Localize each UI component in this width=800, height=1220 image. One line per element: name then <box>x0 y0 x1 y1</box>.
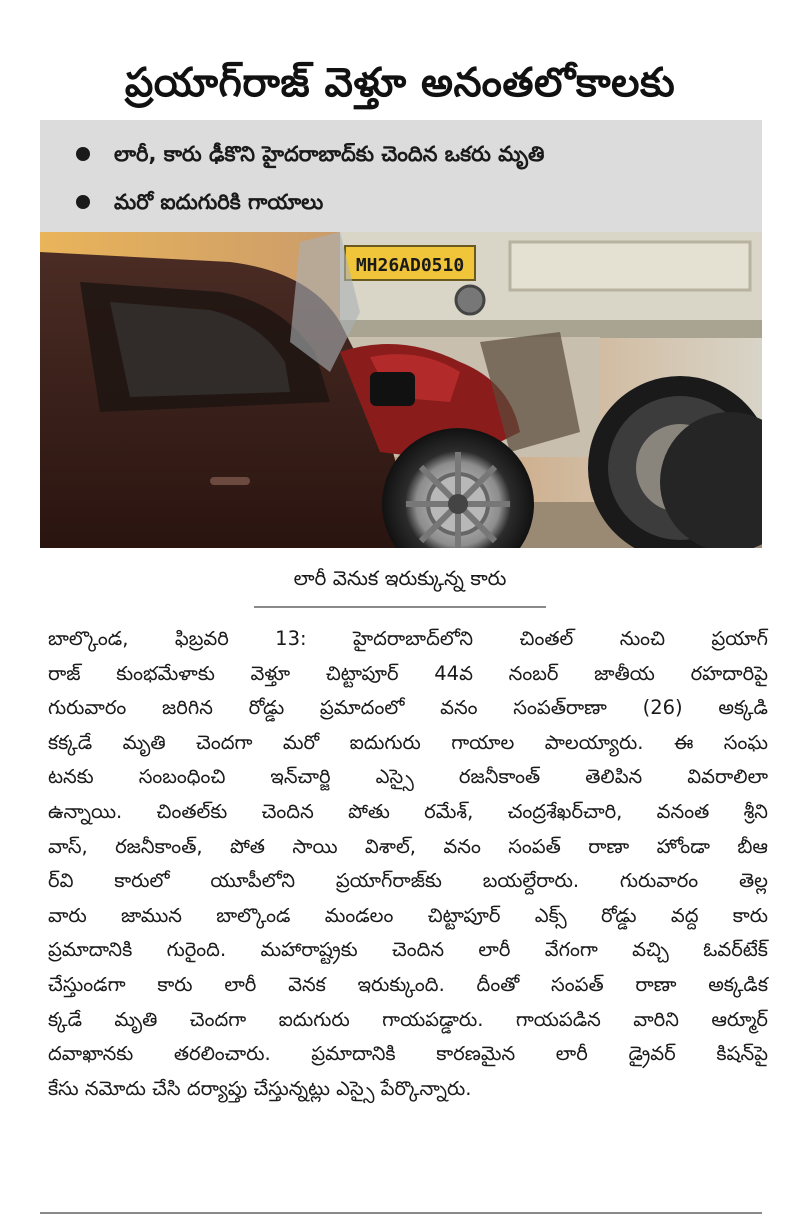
body-line: కక్కడే మృతి చెందగా మరో ఐదుగురు గాయాల పాలయ్యారు. ఈ సంఘ <box>48 730 768 754</box>
bullet-dot-icon <box>76 195 90 209</box>
body-line: వారు జామున బాల్కొండ మండలం చిట్టాపూర్ ఎక్స్ రోడ్డు వద్ద కారు <box>48 903 768 927</box>
highlight-text: మరో ఐదుగురికి గాయాలు <box>114 190 324 214</box>
highlight-text: లారీ, కారు ఢీకొని హైదరాబాద్‌కు చెందిన ఒకరు మృతి <box>114 142 545 166</box>
bullet-dot-icon <box>76 147 90 161</box>
body-line: చేస్తుండగా కారు లారీ వెనక ఇరుక్కుంది. దీంతో సంపత్ రాణా అక్కడిక <box>48 972 768 996</box>
body-line: రాజ్ కుంభమేళాకు వెళ్తూ చిట్టాపూర్ 44వ నంబర్ జాతీయ రహదారిపై <box>48 661 768 685</box>
article-headline: ప్రయాగ్‌రాజ్ వెళ్తూ అనంతలోకాలకు <box>124 59 676 106</box>
caption-divider <box>254 606 546 608</box>
photo-caption: లారీ వెనుక ఇరుక్కున్న కారు <box>293 566 507 590</box>
body-line: దవాఖానకు తరలించారు. ప్రమాదానికి కారణమైన లారీ డ్రైవర్ కిషన్‌పై <box>48 1042 768 1066</box>
highlight-item <box>76 178 762 226</box>
accident-photo-illustration <box>40 232 762 548</box>
article-body <box>48 622 768 1106</box>
body-line: బాల్కొండ, ఫిబ్రవరి 13: హైదరాబాద్‌లోని చింతల్ నుంచి ప్రయాగ్ <box>48 627 768 650</box>
body-line: గురువారం జరిగిన రోడ్డు ప్రమాదంలో వనం సంపత్‌రాణా (26) అక్కడి <box>48 696 768 720</box>
highlights-box <box>40 120 762 232</box>
body-line: కేసు నమోదు చేసి దర్యాప్తు చేస్తున్నట్లు ఎస్సై పేర్కొన్నారు. <box>48 1076 472 1100</box>
body-line: ఉన్నాయి. చింతల్‌కు చెందిన పోతు రమేశ్, చంద్రశేఖర్‌చారి, వనంత శ్రీని <box>48 799 768 823</box>
body-line: టనకు సంబంధించి ఇన్‌చార్జి ఎస్సై రజనీకాంత్ తెలిపిన వివరాలిలా <box>48 765 768 789</box>
body-line: ప్రమాదానికి గురైంది. మహారాష్ట్రకు చెందిన లారీ వేగంగా వచ్చి ఓవర్‌టేక్ <box>48 938 768 962</box>
body-line: వాస్, రజనీకాంత్, పోత సాయి విశాల్, వనం సంపత్ రాణా హోండా బీఆ <box>48 834 768 858</box>
body-line: ర్‌వి కారులో యూపీలోని ప్రయాగ్‌రాజ్‌కు బయల్దేరారు. గురువారం తెల్ల <box>48 869 768 893</box>
body-line: క్కడే మృతి చెందగా ఐదుగురు గాయపడ్డారు. గాయపడిన వారిని ఆర్మూర్ <box>48 1007 768 1031</box>
accident-photo <box>40 232 762 548</box>
bottom-divider <box>40 1212 762 1214</box>
highlight-item <box>76 130 762 178</box>
truck-number-plate: MH26AD0510 <box>355 255 465 276</box>
